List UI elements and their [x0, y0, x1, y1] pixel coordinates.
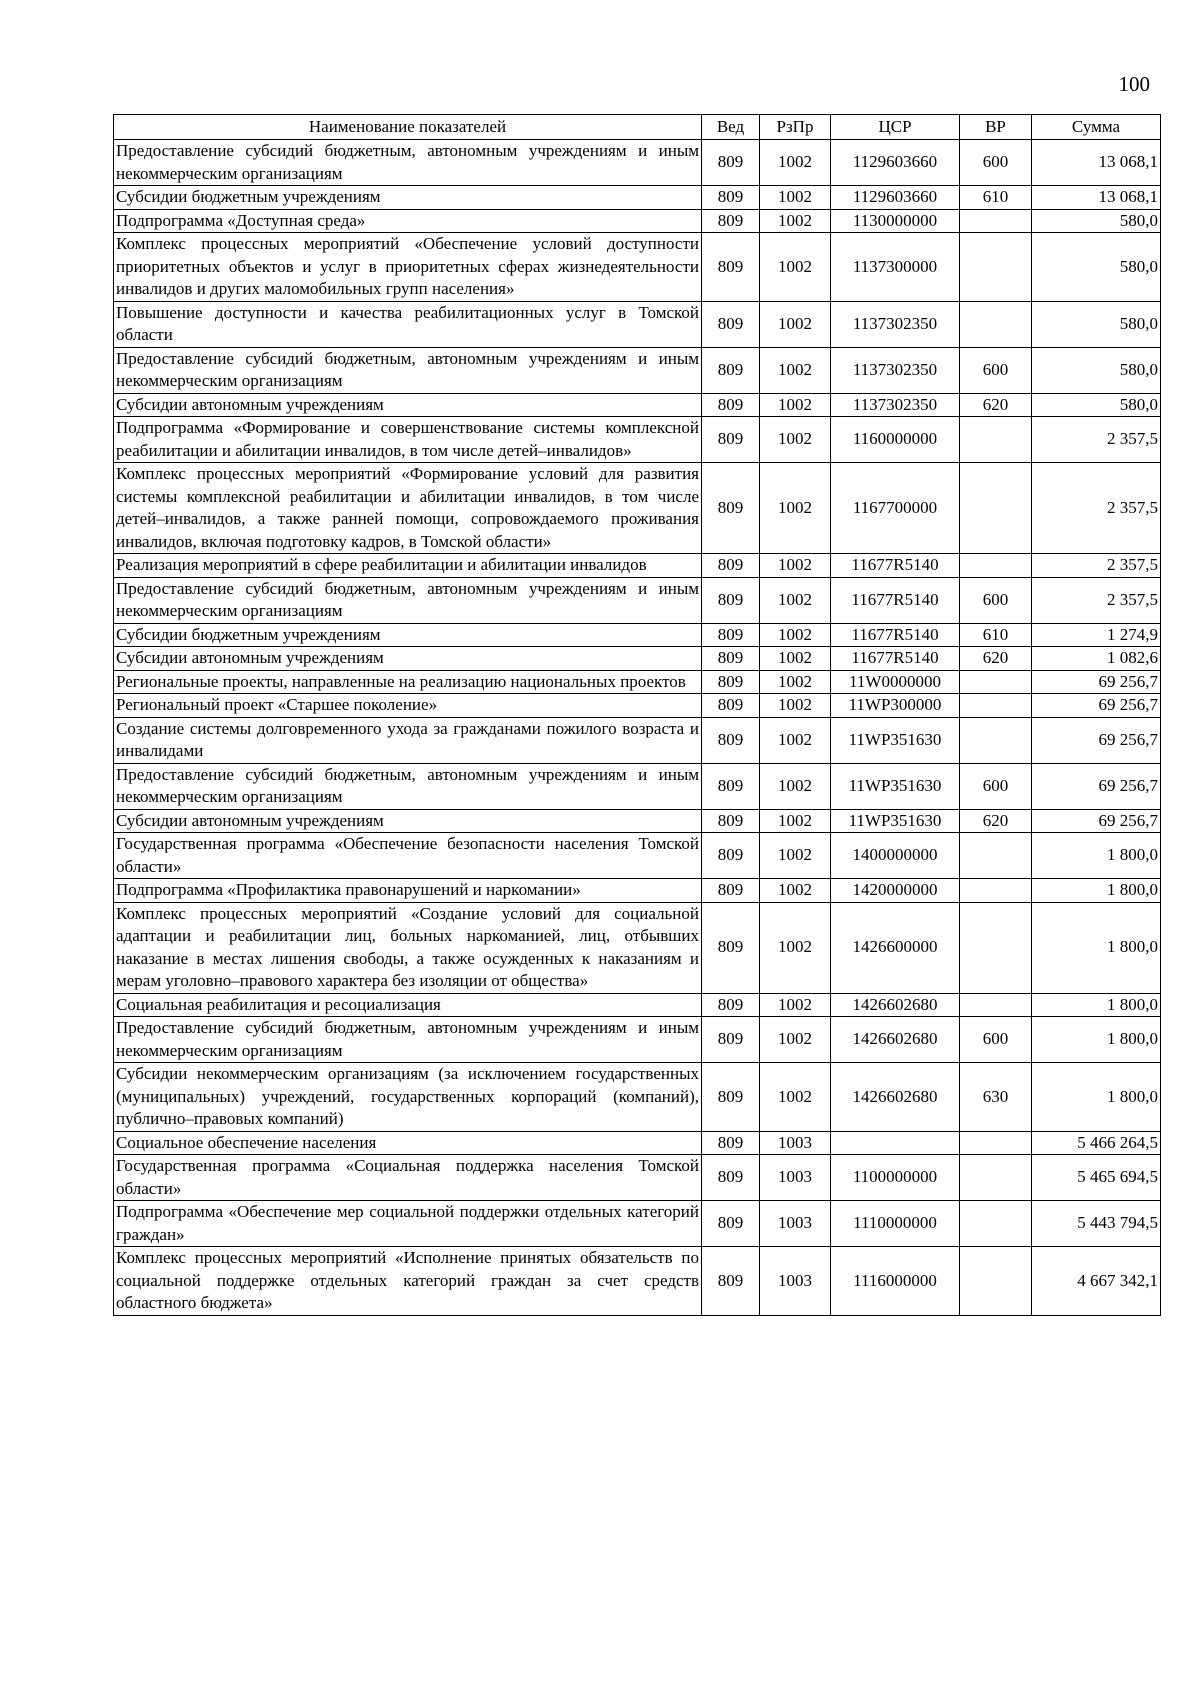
- cell-vr: [960, 209, 1032, 233]
- cell-sum: 1 082,6: [1032, 647, 1161, 671]
- cell-vr: [960, 670, 1032, 694]
- cell-name: Подпрограмма «Формирование и совершенствование системы комплексной реабилитации и абилитации инвалидов, в том числе детей–инвалидов»: [114, 417, 702, 463]
- cell-ved: 809: [702, 463, 760, 554]
- table-row: [114, 1131, 1161, 1155]
- cell-sum: 580,0: [1032, 347, 1161, 393]
- cell-vr: 610: [960, 623, 1032, 647]
- table-row: [114, 809, 1161, 833]
- cell-name: Реализация мероприятий в сфере реабилитации и абилитации инвалидов: [114, 554, 702, 578]
- cell-sum: 69 256,7: [1032, 717, 1161, 763]
- cell-rzpr: 1002: [760, 1063, 831, 1132]
- table-row: [114, 879, 1161, 903]
- cell-vr: [960, 993, 1032, 1017]
- cell-ved: 809: [702, 347, 760, 393]
- cell-ved: 809: [702, 554, 760, 578]
- cell-sum: 69 256,7: [1032, 694, 1161, 718]
- cell-csr: [831, 1131, 960, 1155]
- cell-rzpr: 1002: [760, 993, 831, 1017]
- cell-vr: [960, 1201, 1032, 1247]
- page-number: 100: [1118, 72, 1150, 96]
- cell-ved: 809: [702, 1063, 760, 1132]
- cell-name: Комплекс процессных мероприятий «Обеспечение условий доступности приоритетных объектов и услуг в приоритетных сферах жизнедеятельности инвалидов и других маломобильных групп населения»: [114, 233, 702, 302]
- cell-csr: 1130000000: [831, 209, 960, 233]
- cell-csr: 11677R5140: [831, 623, 960, 647]
- cell-name: Региональный проект «Старшее поколение»: [114, 694, 702, 718]
- cell-sum: 1 800,0: [1032, 902, 1161, 993]
- cell-vr: [960, 694, 1032, 718]
- table-header-row: [114, 115, 1161, 140]
- cell-sum: 69 256,7: [1032, 670, 1161, 694]
- cell-ved: 809: [702, 577, 760, 623]
- cell-vr: 600: [960, 1017, 1032, 1063]
- cell-name: Подпрограмма «Доступная среда»: [114, 209, 702, 233]
- cell-csr: 1426602680: [831, 993, 960, 1017]
- cell-csr: 11WP351630: [831, 809, 960, 833]
- table-row: [114, 301, 1161, 347]
- cell-rzpr: 1002: [760, 233, 831, 302]
- budget-table: [113, 114, 1161, 1316]
- table-row: [114, 647, 1161, 671]
- cell-csr: 1129603660: [831, 140, 960, 186]
- cell-ved: 809: [702, 809, 760, 833]
- table-row: [114, 763, 1161, 809]
- cell-name: Субсидии бюджетным учреждениям: [114, 623, 702, 647]
- cell-ved: 809: [702, 417, 760, 463]
- cell-rzpr: 1002: [760, 717, 831, 763]
- table-row: [114, 670, 1161, 694]
- cell-vr: [960, 879, 1032, 903]
- cell-name: Предоставление субсидий бюджетным, автономным учреждениям и иным некоммерческим организациям: [114, 1017, 702, 1063]
- cell-rzpr: 1002: [760, 140, 831, 186]
- table-row: [114, 347, 1161, 393]
- header-sum: Сумма: [1032, 115, 1161, 140]
- cell-name: Комплекс процессных мероприятий «Формирование условий для развития системы комплексной реабилитации и абилитации инвалидов, в том числе детей–инвалидов, а также ранней помощи, сопровождаемого проживания инвалидов, включая подготовку кадров, в Томской области»: [114, 463, 702, 554]
- cell-name: Субсидии некоммерческим организациям (за исключением государственных (муниципальных) учреждений, государственных корпораций (компаний), публично–правовых компаний): [114, 1063, 702, 1132]
- cell-vr: 600: [960, 347, 1032, 393]
- cell-sum: 5 443 794,5: [1032, 1201, 1161, 1247]
- table-row: [114, 417, 1161, 463]
- cell-name: Субсидии бюджетным учреждениям: [114, 186, 702, 210]
- cell-csr: 1137300000: [831, 233, 960, 302]
- table-row: [114, 1063, 1161, 1132]
- cell-csr: 1426600000: [831, 902, 960, 993]
- cell-rzpr: 1002: [760, 347, 831, 393]
- cell-ved: 809: [702, 763, 760, 809]
- cell-name: Социальное обеспечение населения: [114, 1131, 702, 1155]
- cell-rzpr: 1003: [760, 1131, 831, 1155]
- table-row: [114, 554, 1161, 578]
- cell-name: Субсидии автономным учреждениям: [114, 393, 702, 417]
- cell-csr: 11677R5140: [831, 554, 960, 578]
- cell-rzpr: 1002: [760, 902, 831, 993]
- cell-vr: [960, 463, 1032, 554]
- cell-rzpr: 1002: [760, 577, 831, 623]
- cell-csr: 1400000000: [831, 833, 960, 879]
- cell-sum: 13 068,1: [1032, 140, 1161, 186]
- cell-name: Предоставление субсидий бюджетным, автономным учреждениям и иным некоммерческим организациям: [114, 140, 702, 186]
- cell-vr: [960, 554, 1032, 578]
- table-row: [114, 1017, 1161, 1063]
- cell-sum: 580,0: [1032, 209, 1161, 233]
- cell-vr: 600: [960, 763, 1032, 809]
- table-row: [114, 209, 1161, 233]
- header-rzpr: РзПр: [760, 115, 831, 140]
- cell-name: Субсидии автономным учреждениям: [114, 647, 702, 671]
- cell-vr: [960, 1247, 1032, 1316]
- cell-name: Субсидии автономным учреждениям: [114, 809, 702, 833]
- cell-sum: 13 068,1: [1032, 186, 1161, 210]
- cell-ved: 809: [702, 833, 760, 879]
- cell-sum: 2 357,5: [1032, 417, 1161, 463]
- cell-sum: 1 274,9: [1032, 623, 1161, 647]
- cell-rzpr: 1002: [760, 1017, 831, 1063]
- cell-csr: 1426602680: [831, 1063, 960, 1132]
- cell-csr: 1110000000: [831, 1201, 960, 1247]
- cell-csr: 1167700000: [831, 463, 960, 554]
- cell-ved: 809: [702, 647, 760, 671]
- cell-name: Подпрограмма «Профилактика правонарушений и наркомании»: [114, 879, 702, 903]
- table-row: [114, 717, 1161, 763]
- cell-ved: 809: [702, 233, 760, 302]
- cell-rzpr: 1002: [760, 763, 831, 809]
- cell-sum: 1 800,0: [1032, 1017, 1161, 1063]
- cell-csr: 11677R5140: [831, 647, 960, 671]
- cell-sum: 2 357,5: [1032, 463, 1161, 554]
- cell-ved: 809: [702, 1201, 760, 1247]
- table-row: [114, 577, 1161, 623]
- cell-rzpr: 1003: [760, 1155, 831, 1201]
- table-row: [114, 233, 1161, 302]
- cell-name: Создание системы долговременного ухода за гражданами пожилого возраста и инвалидами: [114, 717, 702, 763]
- table-row: [114, 1155, 1161, 1201]
- cell-sum: 69 256,7: [1032, 763, 1161, 809]
- cell-ved: 809: [702, 1155, 760, 1201]
- cell-vr: [960, 301, 1032, 347]
- cell-csr: 1160000000: [831, 417, 960, 463]
- cell-csr: 1137302350: [831, 301, 960, 347]
- cell-csr: 11677R5140: [831, 577, 960, 623]
- cell-rzpr: 1002: [760, 694, 831, 718]
- cell-rzpr: 1002: [760, 417, 831, 463]
- cell-sum: 2 357,5: [1032, 554, 1161, 578]
- cell-sum: 1 800,0: [1032, 1063, 1161, 1132]
- cell-rzpr: 1002: [760, 463, 831, 554]
- cell-sum: 580,0: [1032, 301, 1161, 347]
- cell-ved: 809: [702, 717, 760, 763]
- cell-csr: 1426602680: [831, 1017, 960, 1063]
- cell-csr: 1420000000: [831, 879, 960, 903]
- cell-vr: [960, 717, 1032, 763]
- cell-ved: 809: [702, 301, 760, 347]
- cell-rzpr: 1002: [760, 809, 831, 833]
- cell-vr: [960, 233, 1032, 302]
- cell-sum: 69 256,7: [1032, 809, 1161, 833]
- cell-sum: 1 800,0: [1032, 993, 1161, 1017]
- cell-ved: 809: [702, 993, 760, 1017]
- cell-ved: 809: [702, 209, 760, 233]
- cell-sum: 2 357,5: [1032, 577, 1161, 623]
- cell-ved: 809: [702, 1131, 760, 1155]
- cell-sum: 1 800,0: [1032, 879, 1161, 903]
- table-row: [114, 902, 1161, 993]
- cell-rzpr: 1002: [760, 833, 831, 879]
- cell-rzpr: 1002: [760, 186, 831, 210]
- cell-rzpr: 1002: [760, 670, 831, 694]
- cell-csr: 1137302350: [831, 393, 960, 417]
- cell-sum: 5 466 264,5: [1032, 1131, 1161, 1155]
- cell-sum: 1 800,0: [1032, 833, 1161, 879]
- cell-vr: 600: [960, 140, 1032, 186]
- cell-vr: 620: [960, 393, 1032, 417]
- cell-vr: [960, 833, 1032, 879]
- cell-rzpr: 1002: [760, 554, 831, 578]
- table-row: [114, 140, 1161, 186]
- table-row: [114, 1247, 1161, 1316]
- cell-name: Комплекс процессных мероприятий «Создание условий для социальной адаптации и реабилитации лиц, больных наркоманией, лиц, отбывших наказание в местах лишения свободы, а также осужденных к наказаниям и мерам уголовно–правового характера без изоляции от общества»: [114, 902, 702, 993]
- cell-name: Предоставление субсидий бюджетным, автономным учреждениям и иным некоммерческим организациям: [114, 347, 702, 393]
- cell-csr: 1137302350: [831, 347, 960, 393]
- cell-vr: [960, 902, 1032, 993]
- cell-rzpr: 1002: [760, 393, 831, 417]
- cell-vr: [960, 1131, 1032, 1155]
- cell-name: Повышение доступности и качества реабилитационных услуг в Томской области: [114, 301, 702, 347]
- cell-rzpr: 1003: [760, 1201, 831, 1247]
- cell-vr: 600: [960, 577, 1032, 623]
- cell-vr: 620: [960, 647, 1032, 671]
- cell-rzpr: 1002: [760, 647, 831, 671]
- cell-csr: 11WP351630: [831, 763, 960, 809]
- table-row: [114, 993, 1161, 1017]
- table-row: [114, 1201, 1161, 1247]
- table-row: [114, 463, 1161, 554]
- table-row: [114, 186, 1161, 210]
- cell-name: Предоставление субсидий бюджетным, автономным учреждениям и иным некоммерческим организациям: [114, 763, 702, 809]
- cell-ved: 809: [702, 1017, 760, 1063]
- cell-name: Социальная реабилитация и ресоциализация: [114, 993, 702, 1017]
- cell-ved: 809: [702, 879, 760, 903]
- table-row: [114, 623, 1161, 647]
- table-row: [114, 393, 1161, 417]
- cell-vr: 610: [960, 186, 1032, 210]
- cell-vr: [960, 1155, 1032, 1201]
- cell-rzpr: 1002: [760, 879, 831, 903]
- cell-ved: 809: [702, 670, 760, 694]
- table-body: [114, 140, 1161, 1316]
- cell-name: Государственная программа «Социальная поддержка населения Томской области»: [114, 1155, 702, 1201]
- cell-sum: 580,0: [1032, 233, 1161, 302]
- cell-ved: 809: [702, 623, 760, 647]
- cell-vr: 620: [960, 809, 1032, 833]
- cell-name: Государственная программа «Обеспечение безопасности населения Томской области»: [114, 833, 702, 879]
- header-csr: ЦСР: [831, 115, 960, 140]
- cell-ved: 809: [702, 1247, 760, 1316]
- table-row: [114, 694, 1161, 718]
- cell-sum: 4 667 342,1: [1032, 1247, 1161, 1316]
- table-row: [114, 833, 1161, 879]
- header-ved: Вед: [702, 115, 760, 140]
- cell-csr: 1129603660: [831, 186, 960, 210]
- cell-csr: 11WP351630: [831, 717, 960, 763]
- cell-rzpr: 1003: [760, 1247, 831, 1316]
- cell-csr: 1116000000: [831, 1247, 960, 1316]
- cell-ved: 809: [702, 393, 760, 417]
- header-name: Наименование показателей: [114, 115, 702, 140]
- cell-ved: 809: [702, 902, 760, 993]
- cell-rzpr: 1002: [760, 301, 831, 347]
- cell-name: Подпрограмма «Обеспечение мер социальной поддержки отдельных категорий граждан»: [114, 1201, 702, 1247]
- header-vr: ВР: [960, 115, 1032, 140]
- cell-csr: 11WP300000: [831, 694, 960, 718]
- cell-name: Комплекс процессных мероприятий «Исполнение принятых обязательств по социальной поддержке отдельных категорий граждан за счет средств областного бюджета»: [114, 1247, 702, 1316]
- cell-name: Предоставление субсидий бюджетным, автономным учреждениям и иным некоммерческим организациям: [114, 577, 702, 623]
- cell-sum: 5 465 694,5: [1032, 1155, 1161, 1201]
- cell-csr: 11W0000000: [831, 670, 960, 694]
- cell-sum: 580,0: [1032, 393, 1161, 417]
- cell-name: Региональные проекты, направленные на реализацию национальных проектов: [114, 670, 702, 694]
- cell-ved: 809: [702, 140, 760, 186]
- cell-csr: 1100000000: [831, 1155, 960, 1201]
- cell-vr: 630: [960, 1063, 1032, 1132]
- cell-rzpr: 1002: [760, 209, 831, 233]
- cell-rzpr: 1002: [760, 623, 831, 647]
- cell-ved: 809: [702, 186, 760, 210]
- cell-vr: [960, 417, 1032, 463]
- cell-ved: 809: [702, 694, 760, 718]
